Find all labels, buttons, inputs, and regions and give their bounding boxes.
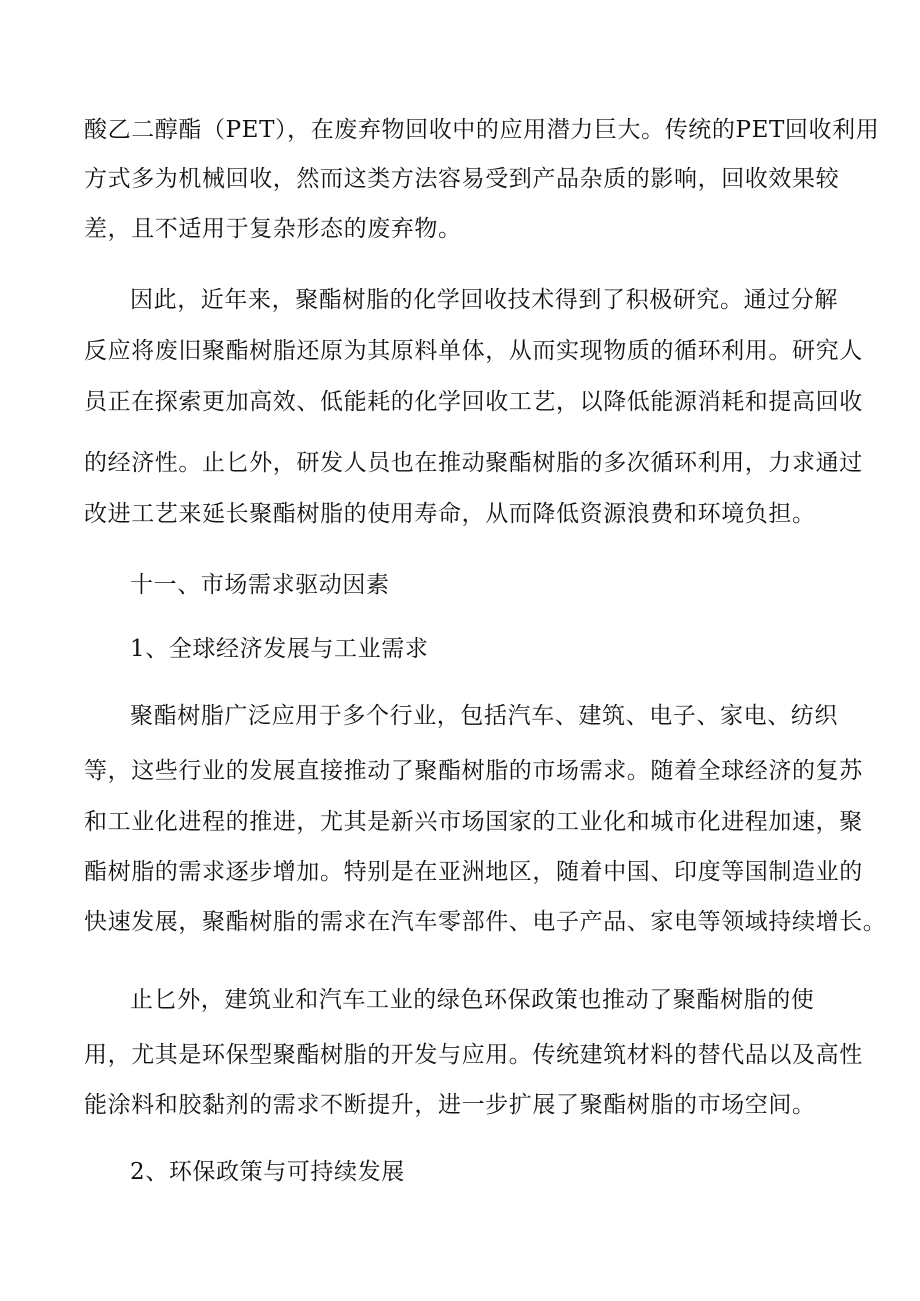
paragraph-line: 止匕外，建筑业和汽车工业的绿色环保政策也推动了聚酯树脂的使 — [130, 987, 815, 1013]
paragraph-line: 反应将废旧聚酯树脂还原为其原料单体，从而实现物质的循环利用。研究人 — [84, 338, 863, 364]
paragraph-line: 差，且不适用于复杂形态的废弃物。 — [84, 216, 462, 242]
paragraph-line: 等，这些行业的发展直接推动了聚酯树脂的市场需求。随着全球经济的复苏 — [84, 758, 863, 784]
paragraph-line: 用，尤其是环保型聚酯树脂的开发与应用。传统建筑材料的替代品以及高性 — [84, 1042, 863, 1068]
paragraph-line: 改进工艺来延长聚酯树脂的使用寿命，从而降低资源浪费和环境负担。 — [84, 501, 816, 527]
paragraph-line: 快速发展，聚酯树脂的需求在汽车零部件、电子产品、家电等领域持续增长。 — [84, 909, 887, 935]
paragraph-line: 的经济性。止匕外，研发人员也在推动聚酯树脂的多次循环利用，力求通过 — [84, 450, 863, 476]
paragraph-line: 酸乙二醇酯（PET），在废弃物回收中的应用潜力巨大。传统的PET回收利用 — [84, 117, 880, 143]
subheading: 1、全球经济发展与工业需求 — [130, 636, 429, 662]
paragraph-line: 因此，近年来，聚酯树脂的化学回收技术得到了积极研究。通过分解 — [130, 287, 838, 313]
paragraph-line: 酯树脂的需求逐步增加。特别是在亚洲地区，随着中国、印度等国制造业的 — [84, 859, 863, 885]
paragraph-line: 方式多为机械回收，然而这类方法容易受到产品杂质的影响，回收效果较 — [84, 166, 840, 192]
paragraph-line: 聚酯树脂广泛应用于多个行业，包括汽车、建筑、电子、家电、纺织 — [130, 703, 838, 729]
paragraph-line: 和工业化进程的推进，尤其是新兴市场国家的工业化和城市化进程加速，聚 — [84, 809, 863, 835]
section-heading: 十一、市场需求驱动因素 — [130, 572, 390, 598]
paragraph-line: 员正在探索更加高效、低能耗的化学回收工艺，以降低能源消耗和提高回收 — [84, 389, 863, 415]
subheading: 2、环保政策与可持续发展 — [130, 1159, 405, 1185]
paragraph-line: 能涂料和胶黏剂的需求不断提升，进一步扩展了聚酯树脂的市场空间。 — [84, 1092, 816, 1118]
